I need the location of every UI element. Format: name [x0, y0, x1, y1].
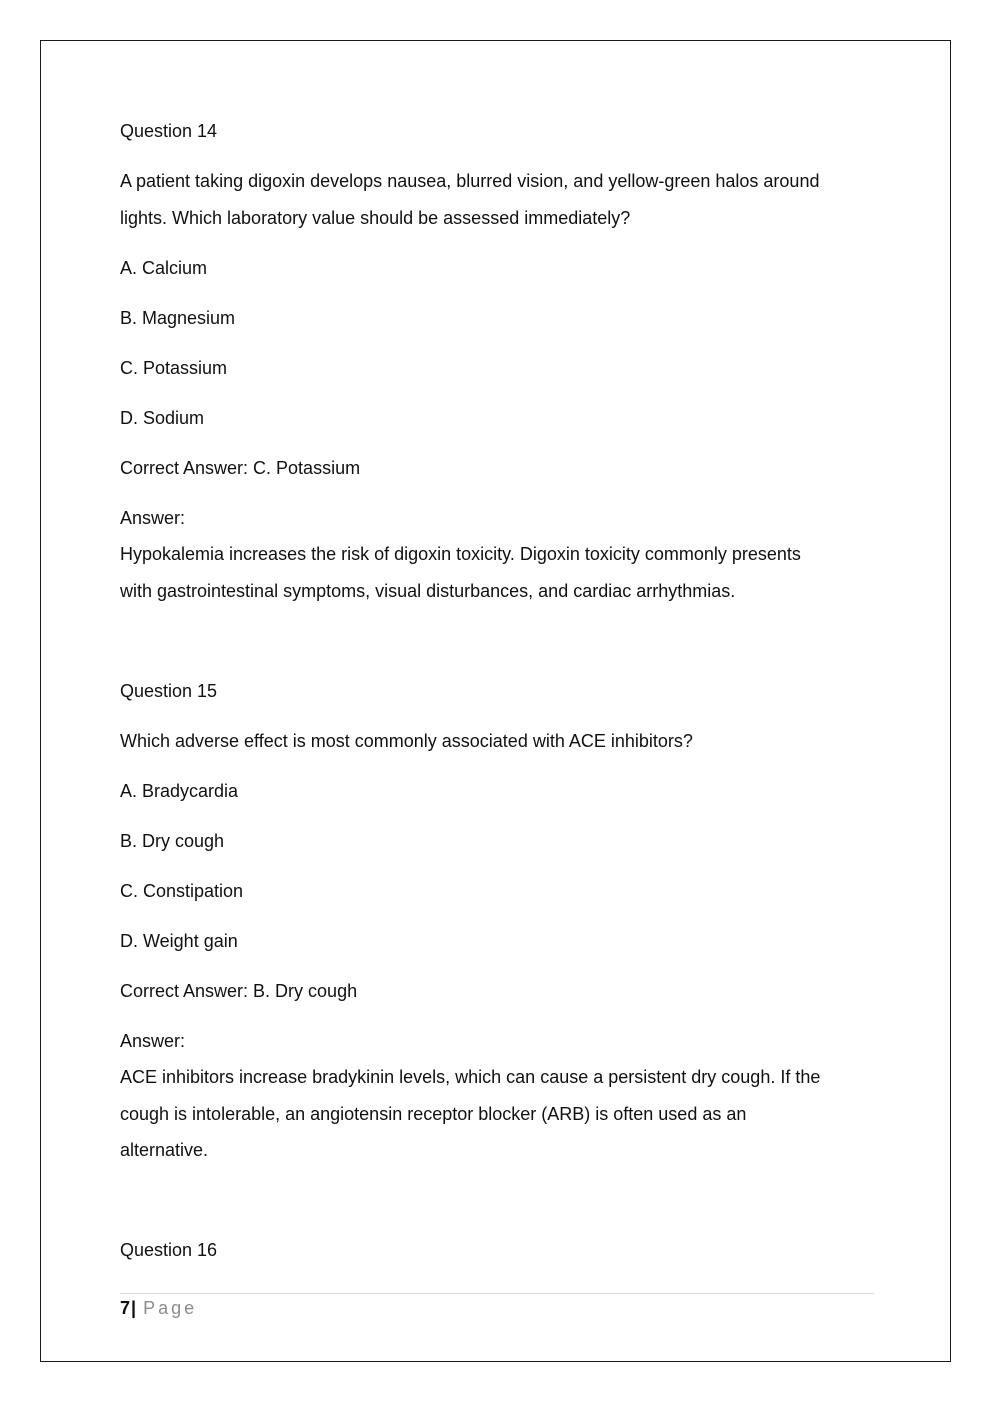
question-16-heading: Question 16	[120, 1240, 218, 1260]
question-14-explanation-line-1: Hypokalemia increases the risk of digoxin toxicity. Digoxin toxicity commonly presents	[120, 544, 801, 564]
question-15-correct-answer: Correct Answer: B. Dry cough	[120, 981, 358, 1001]
question-15-option-d: D. Weight gain	[120, 931, 238, 951]
question-15-explanation-line-3: alternative.	[120, 1140, 209, 1160]
question-14-option-b: B. Magnesium	[120, 308, 236, 328]
page-number: 7	[120, 1298, 131, 1318]
question-14-text-line-2: lights. Which laboratory value should be assessed immediately?	[120, 208, 631, 228]
question-15-answer-label: Answer:	[120, 1031, 186, 1051]
question-14-heading: Question 14	[120, 121, 218, 141]
question-15-explanation-line-2: cough is intolerable, an angiotensin receptor blocker (ARB) is often used as an	[120, 1104, 747, 1124]
question-14-option-d: D. Sodium	[120, 408, 205, 428]
question-14-option-a: A. Calcium	[120, 258, 208, 278]
footer-divider	[120, 1293, 874, 1294]
question-14-correct-answer: Correct Answer: C. Potassium	[120, 458, 361, 478]
question-14-option-c: C. Potassium	[120, 358, 228, 378]
question-14-explanation-line-2: with gastrointestinal symptoms, visual disturbances, and cardiac arrhythmias.	[120, 581, 736, 601]
question-15-heading: Question 15	[120, 681, 218, 701]
question-15-option-a: A. Bradycardia	[120, 781, 239, 801]
question-15-option-b: B. Dry cough	[120, 831, 225, 851]
footer-separator: |	[131, 1298, 137, 1318]
question-15-option-c: C. Constipation	[120, 881, 244, 901]
page-label: Page	[143, 1298, 198, 1318]
question-14-answer-label: Answer:	[120, 508, 186, 528]
page-footer	[120, 1296, 197, 1320]
question-15-explanation-line-1: ACE inhibitors increase bradykinin levels, which can cause a persistent dry cough. If the	[120, 1067, 821, 1087]
question-14-text-line-1: A patient taking digoxin develops nausea, blurred vision, and yellow-green halos around	[120, 171, 820, 191]
question-15-text: Which adverse effect is most commonly associated with ACE inhibitors?	[120, 731, 693, 751]
